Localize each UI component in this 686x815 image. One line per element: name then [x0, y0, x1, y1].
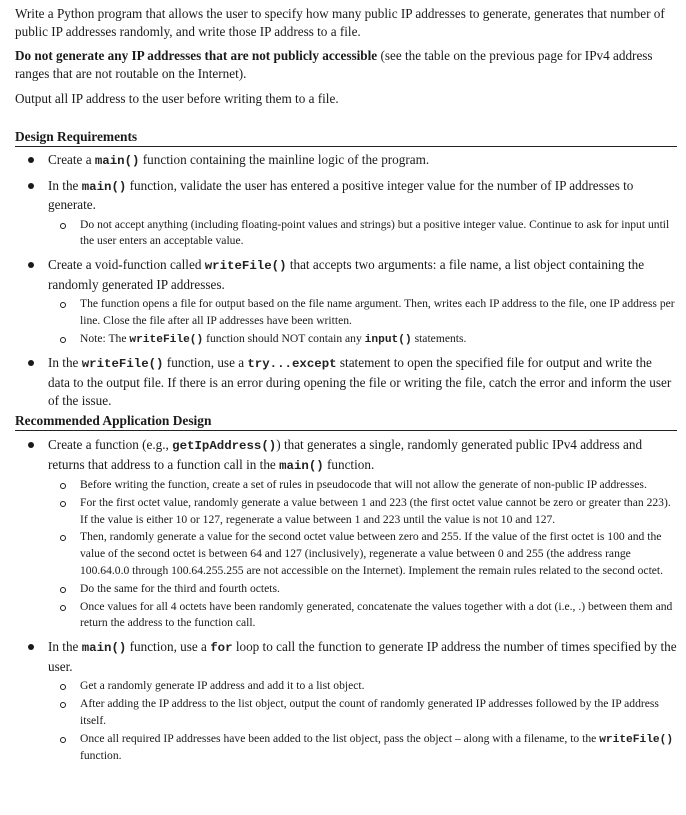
list-item: Do the same for the third and fourth octets. [48, 581, 677, 598]
list-item: Note: The writeFile() function should NOT contain any input() statements. [48, 331, 677, 349]
list-item: Then, randomly generate a value for the second octet value between zero and 255. If the value of the first octet is 100 and the value of the second octet is between 64 and 127 (inclusively), regenerate a value between 0 and 255 (the address range 100.64.0.0 through 100.64.255.255 are not accessible on the Internet). Implement the remain rules related to the second octet. [48, 529, 677, 579]
list-item: Once all required IP addresses have been added to the list object, pass the object – along with a filename, to the writeFile() function. [48, 731, 677, 766]
list-item: Once values for all 4 octets have been randomly generated, concatenate the values together with a dot (i.e., .) between them and return the address to the function call. [48, 599, 677, 633]
design-req-item-writefile: Create a void-function called writeFile() that accepts two arguments: a file name, a list object containing the randomly generated IP addresses. The function opens a file for output based on the file name argument. Then, writes each IP address to the file, one IP address per line. Close the file after all IP addresses have been written. Note: The writeFile() function should NOT contain any input() statements. [15, 256, 677, 348]
design-req-writefile-sublist [48, 296, 677, 348]
list-item: After adding the IP address to the list object, output the count of randomly generated IP addresses followed by the IP address itself. [48, 696, 677, 730]
recommended-item-for-loop: In the main() function, use a for loop to call the function to generate IP address the number of times specified by the user. Get a randomly generate IP address and add it to a list object. After adding the IP address to the list object, output the count of randomly generated IP addresses followed by the IP address itself. Once all required IP addresses have been added to the list object, pass the object – along with a filename, to the writeFile() function. [15, 638, 677, 765]
list-item: Get a randomly generate IP address and add it to a list object. [48, 678, 677, 695]
intro-warning-bold: Do not generate any IP addresses that are not publicly accessible [15, 48, 378, 63]
design-requirements-list [15, 151, 677, 417]
intro-paragraph-3: Output all IP address to the user before writing them to a file. [15, 91, 339, 106]
design-req-validate-sublist [48, 217, 677, 251]
intro-paragraph-2 [15, 47, 677, 83]
design-req-item-main: Create a main() function containing the mainline logic of the program. [15, 151, 677, 171]
recommended-for-loop-sublist [48, 678, 677, 765]
design-req-item-validate: In the main() function, validate the user has entered a positive integer value for the number of IP addresses to generate. Do not accept anything (including floating-point values and strings) but a positive integer value. Continue to ask for input until the user enters an acceptable value. [15, 177, 677, 251]
recommended-getip-sublist [48, 477, 677, 632]
intro-warning-rest: (see the table on the previous page for IPv4 address ranges that are not routable on the Internet). [15, 48, 653, 81]
list-item: For the first octet value, randomly generate a value between 1 and 223 (the first octet value cannot be zero or greater than 223). If the value is either 10 or 127, regenerate a value between 1 and 223 until the value is not 10 and 127. [48, 495, 677, 529]
list-item: Before writing the function, create a set of rules in pseudocode that will not allow the generate of non-public IP addresses. [48, 477, 677, 494]
recommended-design-list [15, 436, 677, 771]
list-item: The function opens a file for output based on the file name argument. Then, writes each IP address to the file, one IP address per line. Close the file after all IP addresses have been written. [48, 296, 677, 330]
list-item: Do not accept anything (including floating-point values and strings) but a positive integer value. Continue to ask for input until the user enters an acceptable value. [48, 217, 677, 251]
intro-paragraph-1: Write a Python program that allows the user to specify how many public IP addresses to generate, generates that number of public IP addresses randomly, and write those IP address to a file. [15, 6, 665, 39]
recommended-item-getipaddress: Create a function (e.g., getIpAddress()) that generates a single, randomly generated public IPv4 address and returns that address to a function call in the main() function. Before writing the function, create a set of rules in pseudocode that will not allow the generate of non-public IP addresses. For the first octet value, randomly generate a value between 1 and 223 (the first octet value cannot be zero or greater than 223). If the value is either 10 or 127, regenerate a value between 1 and 223 until the value is not 10 and 127. Then, randomly generate a value for the second octet value between zero and 255. If the value of the first octet is 100 and the value of the second octet is between 64 and 127 (inclusively), regenerate a value between 0 and 255 (the address range 100.64.0.0 through 100.64.255.255 are not accessible on the Internet). Implement the remain rules related to the second octet. Do the same for the third and fourth octets. Once values for all 4 octets have been randomly generated, concatenate the values together with a dot (i.e., .) between them and return the address to the function call. [15, 436, 677, 632]
design-req-item-try-except: In the writeFile() function, use a try...except statement to open the specified file for output and write the data to the output file. If there is an error during opening the file or writing the file, catch the error and inform the user of the issue. [15, 354, 677, 411]
design-requirements-heading: Design Requirements [15, 128, 677, 147]
recommended-design-heading: Recommended Application Design [15, 412, 677, 431]
